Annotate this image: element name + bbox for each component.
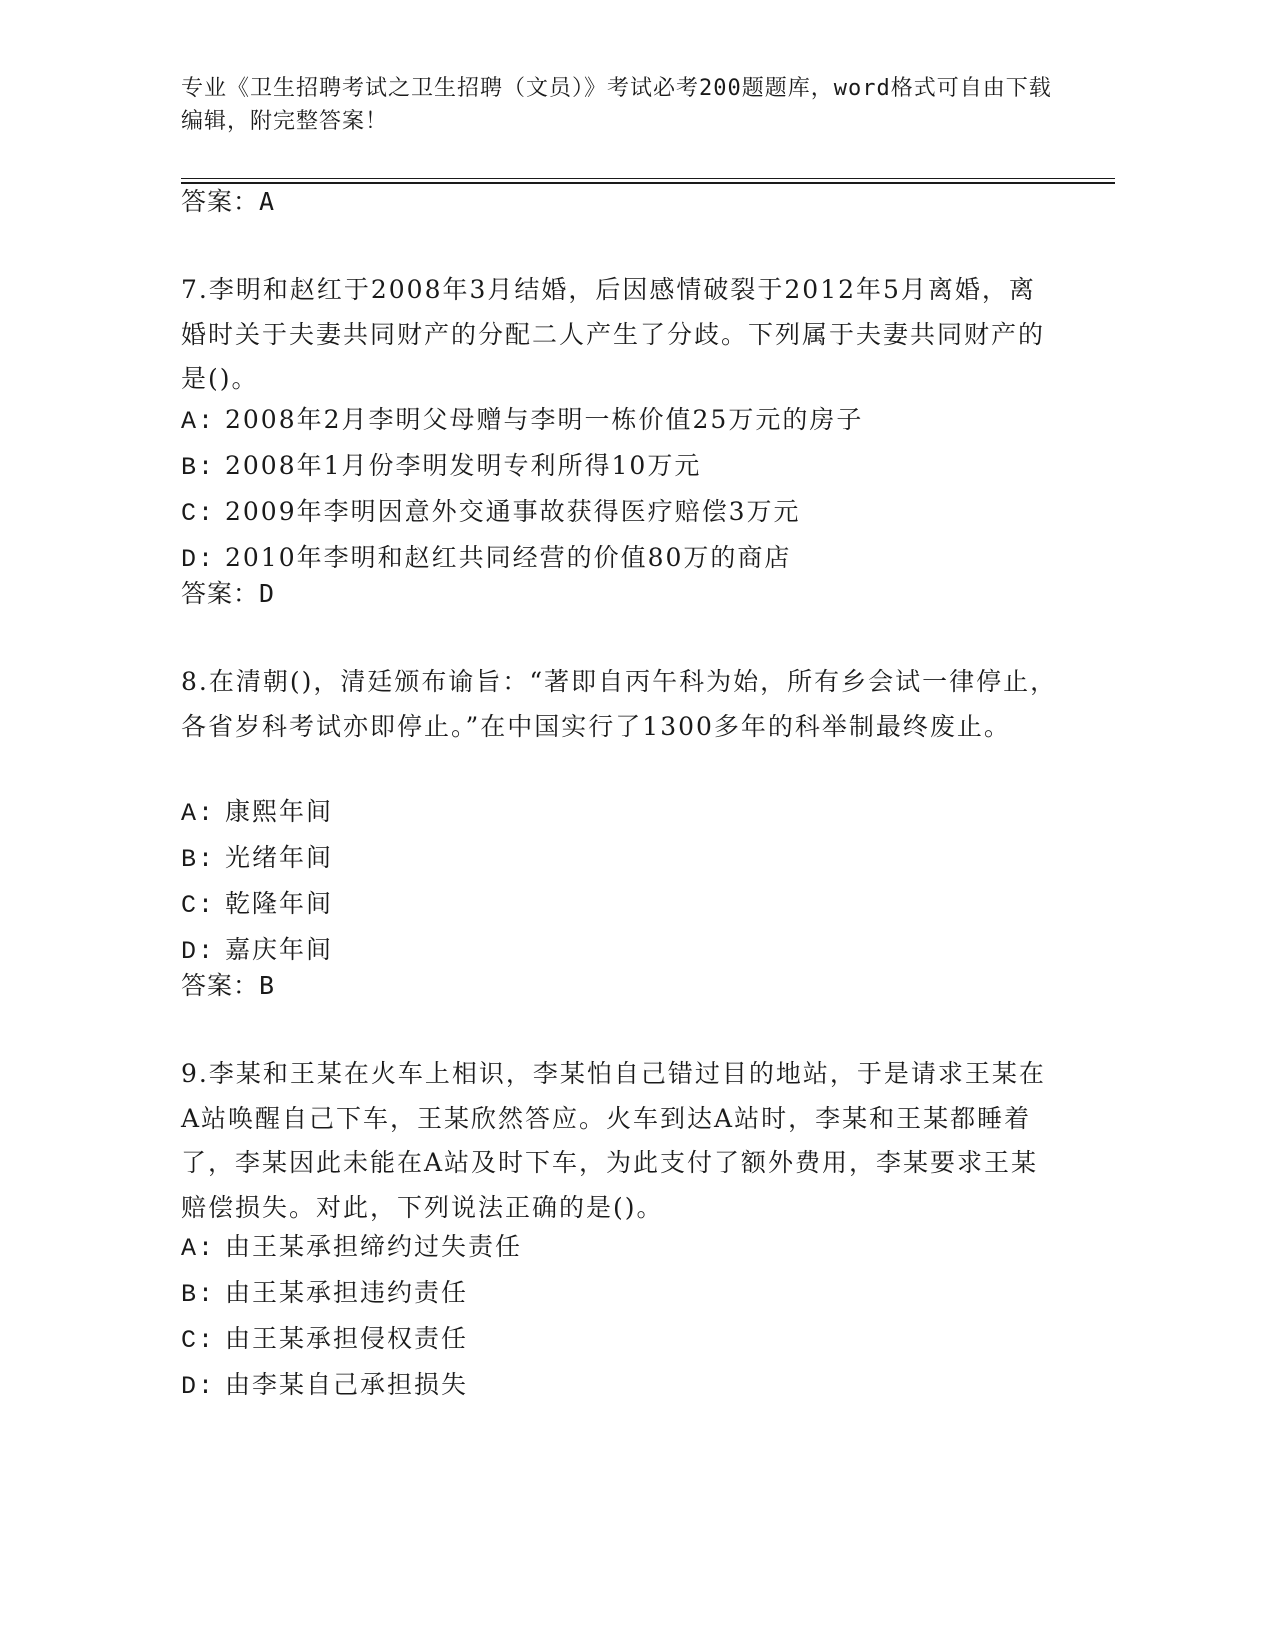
question-7-option-b: B: 2008年1月份李明发明专利所得10万元 [181,451,702,482]
question-9-option-b: B: 由王某承担违约责任 [181,1278,469,1309]
question-8-option-d: D: 嘉庆年间 [181,935,334,966]
question-9-option-a: A: 由王某承担缔约过失责任 [181,1232,523,1263]
question-9-option-d: D: 由李某自己承担损失 [181,1370,469,1401]
question-8-option-b: B: 光绪年间 [181,843,334,874]
question-9-stem: 9.李某和王某在火车上相识，李某怕自己错过目的地站，于是请求王某在A站唤醒自己下车，王某欣然答应。火车到达A站时，李某和王某都睡着了，李某因此未能在A站及时下车，为此支付了额外费用，李某要求王某赔偿损失。对此，下列说法正确的是()。 [181,1059,1046,1222]
document-header: 专业《卫生招聘考试之卫生招聘（文员）》考试必考200题题库，word格式可自由下载编辑，附完整答案！ [181,76,1052,134]
question-8-answer: 答案：B [181,971,276,1000]
question-7-option-c: C: 2009年李明因意外交通事故获得医疗赔偿3万元 [181,497,801,528]
question-7-stem: 7.李明和赵红于2008年3月结婚，后因感情破裂于2012年5月离婚，离婚时关于夫妻共同财产的分配二人产生了分歧。下列属于夫妻共同财产的是()。 [181,275,1046,393]
question-8-options [181,790,1061,974]
question-9-options [181,1225,1061,1409]
question-8-stem: 8.在清朝()，清廷颁布谕旨：“著即自丙午科为始，所有乡会试一律停止，各省岁科考试亦即停止。”在中国实行了1300多年的科举制最终废止。 [181,667,1058,741]
previous-answer: 答案：A [181,187,276,216]
question-7-option-d: D: 2010年李明和赵红共同经营的价值80万的商店 [181,543,792,574]
question-8-option-a: A: 康熙年间 [181,797,334,828]
header-divider-thin [181,178,1115,179]
question-7-answer: 答案：D [181,579,276,608]
question-8-option-c: C: 乾隆年间 [181,889,334,920]
question-7-options [181,398,1061,582]
question-9-option-c: C: 由王某承担侵权责任 [181,1324,469,1355]
header-divider-thick [181,182,1115,184]
question-7-option-a: A: 2008年2月李明父母赠与李明一栋价值25万元的房子 [181,405,864,436]
